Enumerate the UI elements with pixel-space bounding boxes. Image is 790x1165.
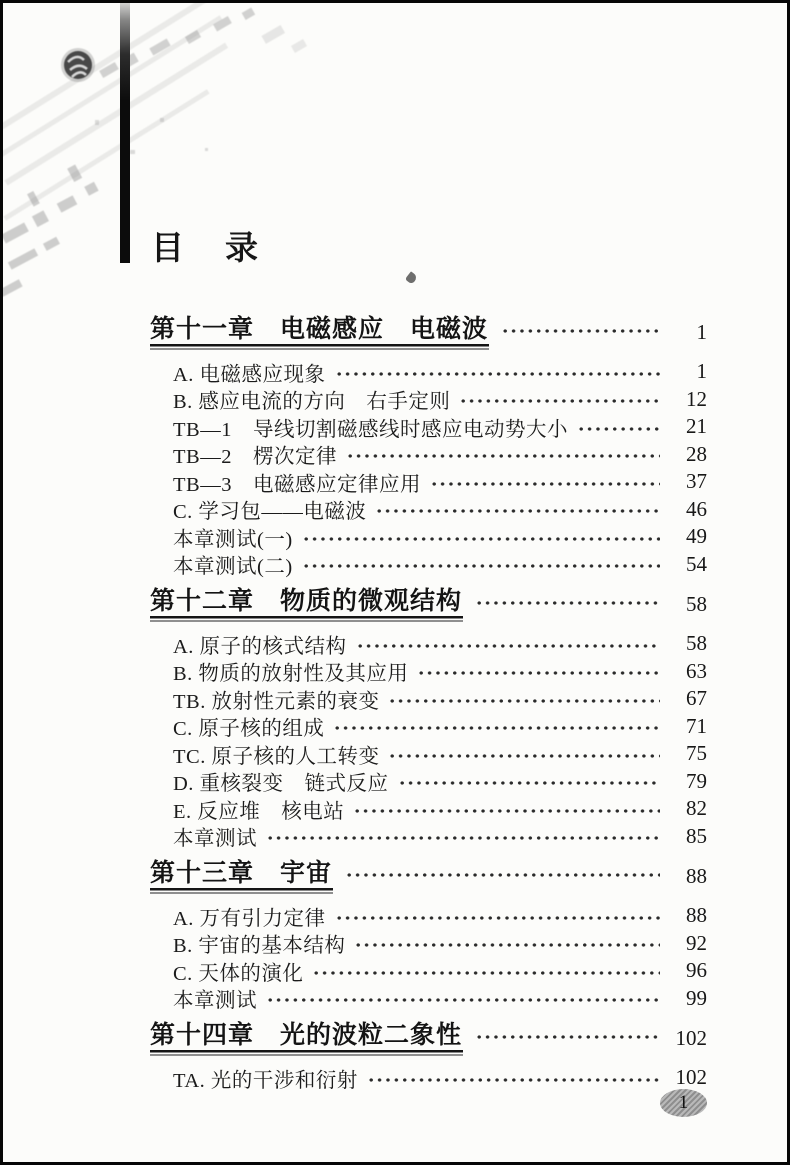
toc-item-page-number: 28 (686, 441, 707, 466)
toc-item-label: D. 重核裂变 链式反应 (173, 773, 389, 796)
dot-leader (312, 957, 660, 985)
dot-leader (333, 713, 660, 741)
toc-item-row (150, 441, 707, 469)
dot-leader (335, 358, 660, 386)
toc-item-label: A. 电磁感应现象 (173, 363, 326, 386)
folio-oval (660, 1089, 707, 1117)
dot-leader (266, 823, 660, 851)
toc-item-page-number: 88 (686, 903, 707, 928)
dot-leader (501, 314, 660, 350)
toc-item-page-number: 37 (686, 469, 707, 494)
toc-item-page-number: 46 (686, 496, 707, 521)
chapter-page-number: 88 (686, 863, 707, 888)
chapter-page-number: 1 (696, 319, 707, 344)
toc-item-page-number: 49 (686, 524, 707, 549)
toc-item-page-number: 1 (696, 359, 707, 384)
toc-item-label: TB. 放射性元素的衰变 (173, 690, 380, 713)
toc-item-label: A. 万有引力定律 (173, 907, 326, 930)
toc-item-row (150, 823, 707, 851)
chapter-title: 第十二章 物质的微观结构 (150, 586, 465, 622)
toc-chapter-row (150, 314, 707, 350)
toc-item-page-number: 85 (686, 823, 707, 848)
chapter-title: 第十四章 光的波粒二象性 (150, 1020, 465, 1056)
dot-leader (430, 468, 660, 496)
toc-item-row (150, 685, 707, 713)
toc-item-page-number: 99 (686, 985, 707, 1010)
toc-item-row (150, 358, 707, 386)
scan-artifact-spine-bar (120, 2, 130, 263)
toc-item-row (150, 930, 707, 958)
toc-item-label: A. 原子的核式结构 (173, 635, 347, 658)
dot-leader (577, 413, 660, 441)
toc-item-label: B. 感应电流的方向 右手定则 (173, 391, 451, 414)
toc-item-row (150, 413, 707, 441)
toc-item-page-number: 54 (686, 551, 707, 576)
toc-item-label: 本章测试(二) (173, 556, 293, 579)
toc-item-label: E. 反应堆 核电站 (173, 800, 345, 823)
toc-item-page-number: 71 (686, 713, 707, 738)
toc-item-label: TB—3 电磁感应定律应用 (173, 473, 421, 496)
toc-item-row (150, 957, 707, 985)
toc-item-label: TA. 光的干涉和衍射 (173, 1069, 358, 1092)
chapter-page-number: 58 (686, 591, 707, 616)
toc-item-label: B. 宇宙的基本结构 (173, 935, 346, 958)
chapter-page-number: 102 (675, 1025, 707, 1050)
toc-item-page-number: 92 (686, 930, 707, 955)
toc-item-label: 本章测试 (173, 990, 257, 1013)
toc-item-label: 本章测试(一) (173, 528, 293, 551)
dot-leader (475, 586, 660, 622)
toc-item-label: C. 天体的演化 (173, 962, 304, 985)
chapter-title: 第十一章 电磁感应 电磁波 (150, 314, 491, 350)
toc-item-label: TB—1 导线切割磁感线时感应电动势大小 (173, 418, 568, 441)
dot-leader (266, 985, 660, 1013)
dot-leader (475, 1020, 660, 1056)
dot-leader (302, 551, 660, 579)
toc-item-label: B. 物质的放射性及其应用 (173, 663, 409, 686)
toc-list (150, 306, 707, 1092)
dot-leader (356, 630, 660, 658)
dot-leader (375, 496, 660, 524)
dot-leader (345, 858, 660, 894)
dot-leader (367, 1064, 660, 1092)
toc-item-page-number: 102 (675, 1065, 707, 1090)
toc-item-page-number: 79 (686, 768, 707, 793)
toc-item-row (150, 740, 707, 768)
toc-item-row (150, 496, 707, 524)
chapter-title: 第十三章 宇宙 (150, 858, 335, 894)
page-title: 目 录 (151, 228, 262, 267)
toc-item-row (150, 795, 707, 823)
toc-item-label: C. 原子核的组成 (173, 718, 325, 741)
toc-item-row (150, 658, 707, 686)
scan-artifact-logo-circle (61, 48, 95, 82)
dot-leader (388, 740, 660, 768)
toc-item-label: TB—2 楞次定律 (173, 446, 337, 469)
dot-leader (335, 902, 660, 930)
toc-item-page-number: 63 (686, 658, 707, 683)
scan-artifact-ink-speck (405, 271, 418, 284)
dot-leader (459, 386, 660, 414)
toc-item-row (150, 768, 707, 796)
toc-item-label: TC. 原子核的人工转变 (173, 745, 380, 768)
dot-leader (346, 441, 660, 469)
toc-item-page-number: 67 (686, 686, 707, 711)
toc-item-row (150, 713, 707, 741)
toc-chapter-row (150, 586, 707, 622)
dot-leader (354, 930, 660, 958)
toc-chapter-row (150, 858, 707, 894)
toc-item-page-number: 21 (686, 414, 707, 439)
toc-item-row (150, 1064, 707, 1092)
dot-leader (417, 658, 660, 686)
toc-item-row (150, 468, 707, 496)
toc-item-label: C. 学习包——电磁波 (173, 501, 367, 524)
dot-leader (398, 768, 660, 796)
toc-item-row (150, 551, 707, 579)
toc-item-page-number: 12 (686, 386, 707, 411)
toc-item-row (150, 523, 707, 551)
dot-leader (388, 685, 660, 713)
scan-artifact-ghost-print (0, 0, 340, 330)
folio-number: 1 (678, 1092, 689, 1113)
toc-item-label: 本章测试 (173, 828, 257, 851)
toc-item-row (150, 985, 707, 1013)
toc-item-page-number: 75 (686, 741, 707, 766)
toc-item-page-number: 82 (686, 796, 707, 821)
toc-chapter-row (150, 1020, 707, 1056)
dot-leader (353, 795, 660, 823)
dot-leader (302, 523, 660, 551)
toc-item-page-number: 96 (686, 958, 707, 983)
toc-item-row (150, 630, 707, 658)
toc-item-page-number: 58 (686, 631, 707, 656)
toc-item-row (150, 386, 707, 414)
toc-item-row (150, 902, 707, 930)
